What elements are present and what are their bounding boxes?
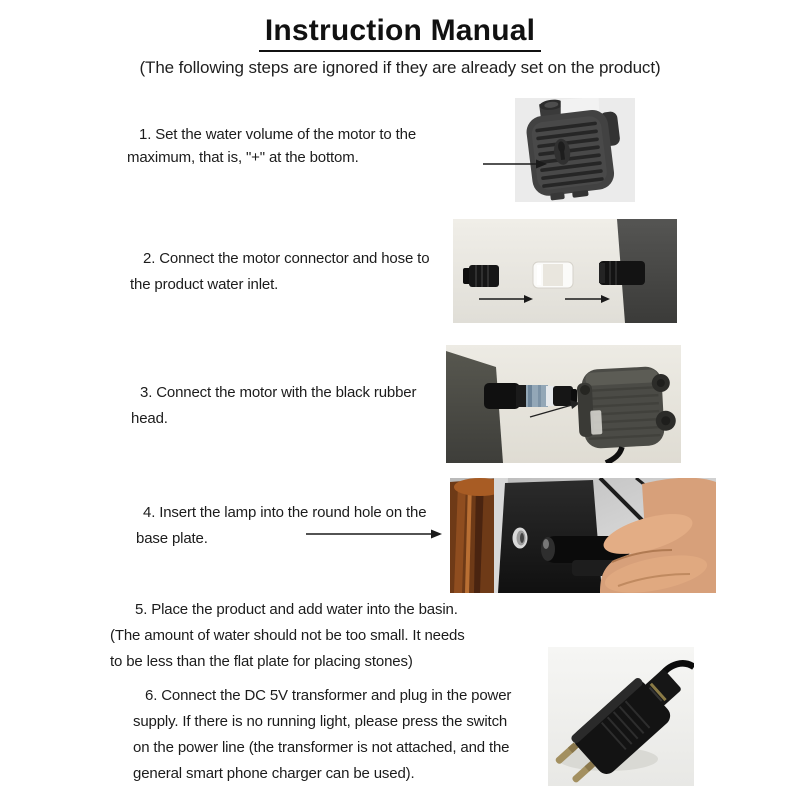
motor-pump — [576, 365, 677, 449]
step-line: to be less than the flat plate for placing stones) — [110, 653, 413, 670]
hose — [533, 262, 573, 288]
step-line: 5. Place the product and add water into the basin. — [135, 601, 458, 618]
transformer-plug-photo — [548, 647, 694, 786]
step-line: 4. Insert the lamp into the round hole on the — [143, 504, 427, 521]
arrow-right-icon — [306, 527, 442, 546]
page-title-wrap — [0, 14, 800, 52]
connector-hose-inlet-photo — [453, 219, 677, 323]
page-title: Instruction Manual — [259, 14, 541, 52]
step-line: base plate. — [136, 530, 208, 547]
water-pump-photo — [515, 98, 635, 202]
motor-connector — [463, 265, 499, 287]
connector-hose-illustration — [453, 219, 677, 323]
lamp-insertion-illustration — [450, 478, 716, 593]
step-line: head. — [131, 410, 168, 427]
step-line: general smart phone charger can be used). — [133, 765, 415, 782]
round-hole — [513, 528, 528, 549]
transformer-illustration — [548, 647, 694, 786]
step-line: on the power line (the transformer is not attached, and the — [133, 739, 510, 756]
step-line: 2. Connect the motor connector and hose to — [143, 250, 430, 267]
water-inlet — [599, 261, 645, 285]
step-1-text — [127, 123, 416, 169]
step-3-text — [131, 380, 416, 432]
lamp-insertion-photo — [450, 478, 716, 593]
page-subtitle: (The following steps are ignored if they are already set on the product) — [139, 58, 661, 77]
rubber-head-motor-photo — [446, 345, 681, 463]
step-5-text — [110, 597, 465, 675]
step-line: 6. Connect the DC 5V transformer and plug in the power — [145, 687, 512, 704]
step-line: (The amount of water should not be too small. It needs — [110, 627, 465, 644]
step-line: 3. Connect the motor with the black rubber — [140, 384, 417, 401]
step-2-text — [130, 246, 429, 298]
step-line: 1. Set the water volume of the motor to the — [139, 126, 417, 143]
water-pump-illustration — [515, 98, 635, 202]
step-line: maximum, that is, "+" at the bottom. — [127, 149, 359, 166]
step-6-text — [133, 683, 511, 787]
step-line: supply. If there is no running light, please press the switch — [133, 713, 508, 730]
rubber-head-illustration — [446, 345, 681, 463]
step-line: the product water inlet. — [130, 276, 279, 293]
label-sticker — [590, 410, 602, 435]
arrow-right-icon — [483, 157, 547, 176]
black-rubber-head-assembly — [484, 383, 577, 409]
